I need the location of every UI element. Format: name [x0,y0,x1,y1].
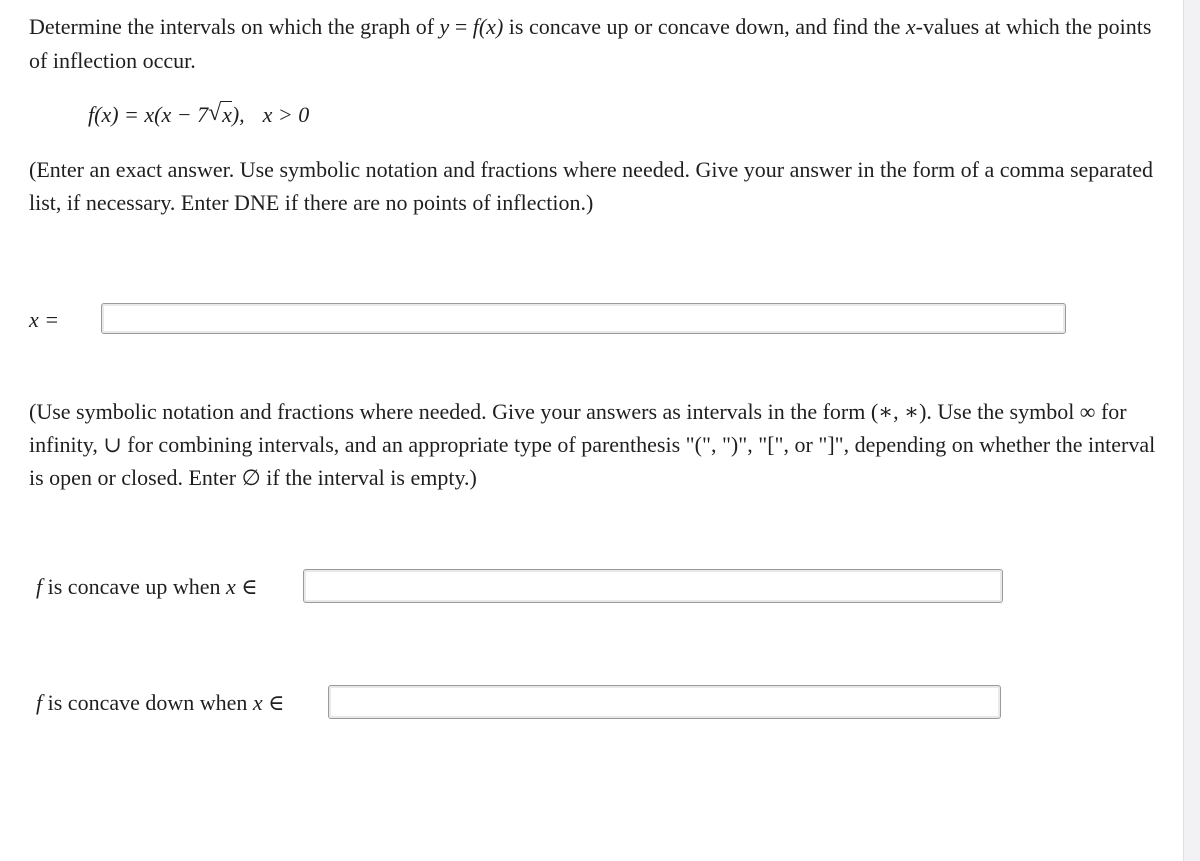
instructions-inflection: (Enter an exact answer. Use symbolic notation and fractions where needed. Give your answer in the form of a comma separated list, if necessary. Enter DNE if there are no points of inflection.) [29,157,1154,215]
concave-up-label-text: is concave up when [42,574,227,599]
concave-up-label-x: x ∈ [226,574,258,599]
question-prompt [29,10,1169,78]
concave-down-label-f: f [36,690,43,715]
function-formula [88,98,309,132]
prompt-text-1: Determine the intervals on which the graph of [29,14,440,39]
formula-lhs: f(x) [88,102,119,127]
radical-sign-icon: √ [208,100,222,126]
domain-condition: x > 0 [262,102,310,127]
concave-down-label-text: is concave down when [42,690,253,715]
square-root [208,98,232,132]
inflection-label: x = [29,307,60,332]
concave-down-label-x: x ∈ [252,690,285,715]
prompt-var-x: x [905,14,916,39]
concave-up-input[interactable] [303,569,1003,603]
prompt-equals: = [449,14,473,39]
prompt-text-3: -values at which the points of inflection occur. [29,14,1152,73]
formula-expression-start: = x(x − 7 [118,102,209,127]
radicand: x [222,102,232,127]
concave-up-label [36,572,258,602]
concave-up-label-f: f [36,574,43,599]
prompt-var-y: y [439,14,450,39]
concave-down-input[interactable] [328,685,1001,719]
concave-down-label [36,688,284,718]
instructions-intervals: (Use symbolic notation and fractions where needed. Give your answers as intervals in the form (∗, ∗). Use the symbol ∞ for infinity, ∪ for combining intervals, and an appropriate type of parenthesis "(", ")", "[", or "]", depending on whether the interval is open or closed. Enter ∅ if the interval is empty.) [29,399,1156,490]
prompt-fx: f(x) [472,14,504,39]
formula-expression-end: ), [231,102,245,127]
inflection-points-input[interactable] [101,303,1066,334]
page-scrollbar[interactable] [1183,0,1200,861]
prompt-text-2: is concave up or concave down, and find the [503,14,906,39]
